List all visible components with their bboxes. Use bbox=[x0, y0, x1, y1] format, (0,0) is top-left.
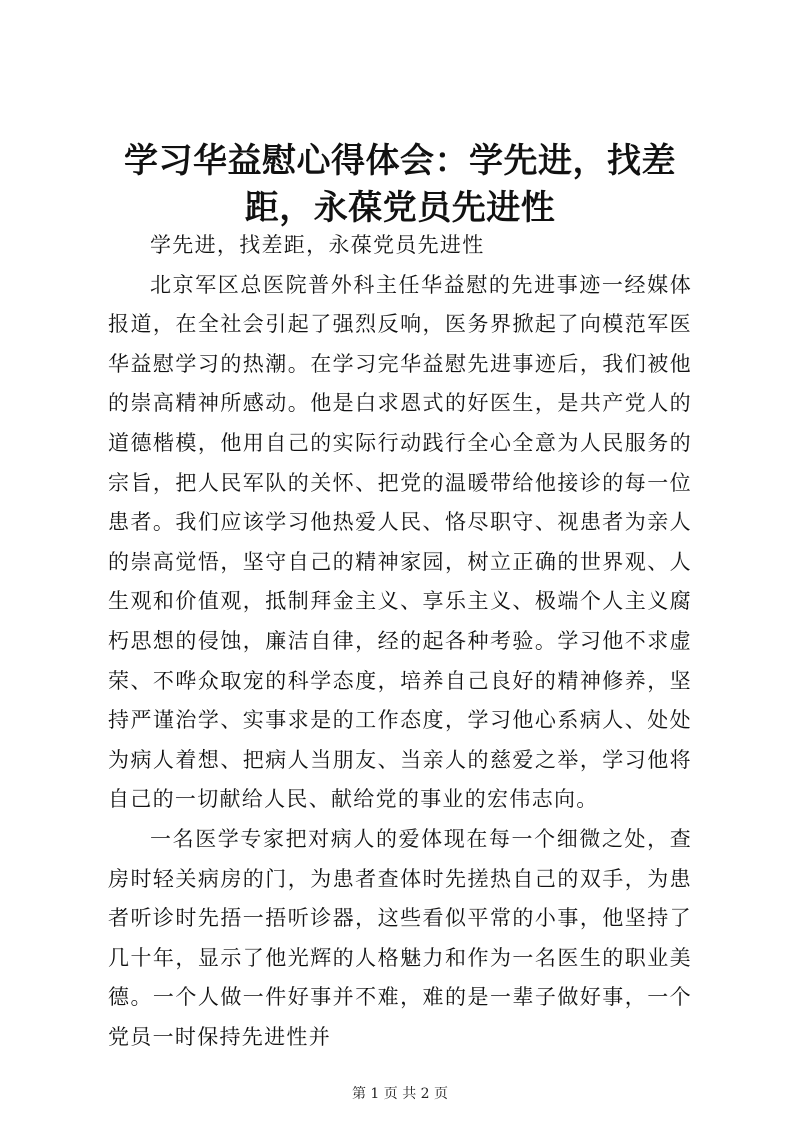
document-body bbox=[108, 226, 692, 1057]
body-paragraph: 一名医学专家把对病人的爱体现在每一个细微之处，查房时轻关病房的门，为患者查体时先搓热自己的双手，为患者听诊时先捂一捂听诊器，这些看似平常的小事，他坚持了几十年，显示了他光辉的人格魅力和作为一名医生的职业美德。一个人做一件好事并不难，难的是一辈子做好事，一个党员一时保持先进性并 bbox=[108, 826, 692, 1049]
document-title: 学习华益慰心得体会：学先进，找差距，永葆党员先进性 bbox=[124, 141, 676, 228]
body-paragraph: 北京军区总医院普外科主任华益慰的先进事迹一经媒体报道，在全社会引起了强烈反响，医务界掀起了向模范军医华益慰学习的热潮。在学习完华益慰先进事迹后，我们被他的崇高精神所感动。他是白求恩式的好医生，是共产党人的道德楷模，他用自己的实际行动践行全心全意为人民服务的宗旨，把人民军队的关怀、把党的温暖带给他接诊的每一位患者。我们应该学习他热爱人民、恪尽职守、视患者为亲人的崇高觉悟，坚守自己的精神家园，树立正确的世界观、人生观和价值观，抵制拜金主义、享乐主义、极端个人主义腐朽思想的侵蚀，廉洁自律，经的起各种考验。学习他不求虚荣、不哗众取宠的科学态度，培养自己良好的精神修养，坚持严谨治学、实事求是的工作态度，学习他心系病人、处处为病人着想、把病人当朋友、当亲人的慈爱之举，学习他将自己的一切献给人民、献给党的事业的宏伟志向。 bbox=[108, 272, 692, 812]
subtitle-paragraph: 学先进，找差距，永葆党员先进性 bbox=[150, 233, 485, 257]
page-footer: 第 1 页 共 2 页 bbox=[351, 1086, 449, 1102]
